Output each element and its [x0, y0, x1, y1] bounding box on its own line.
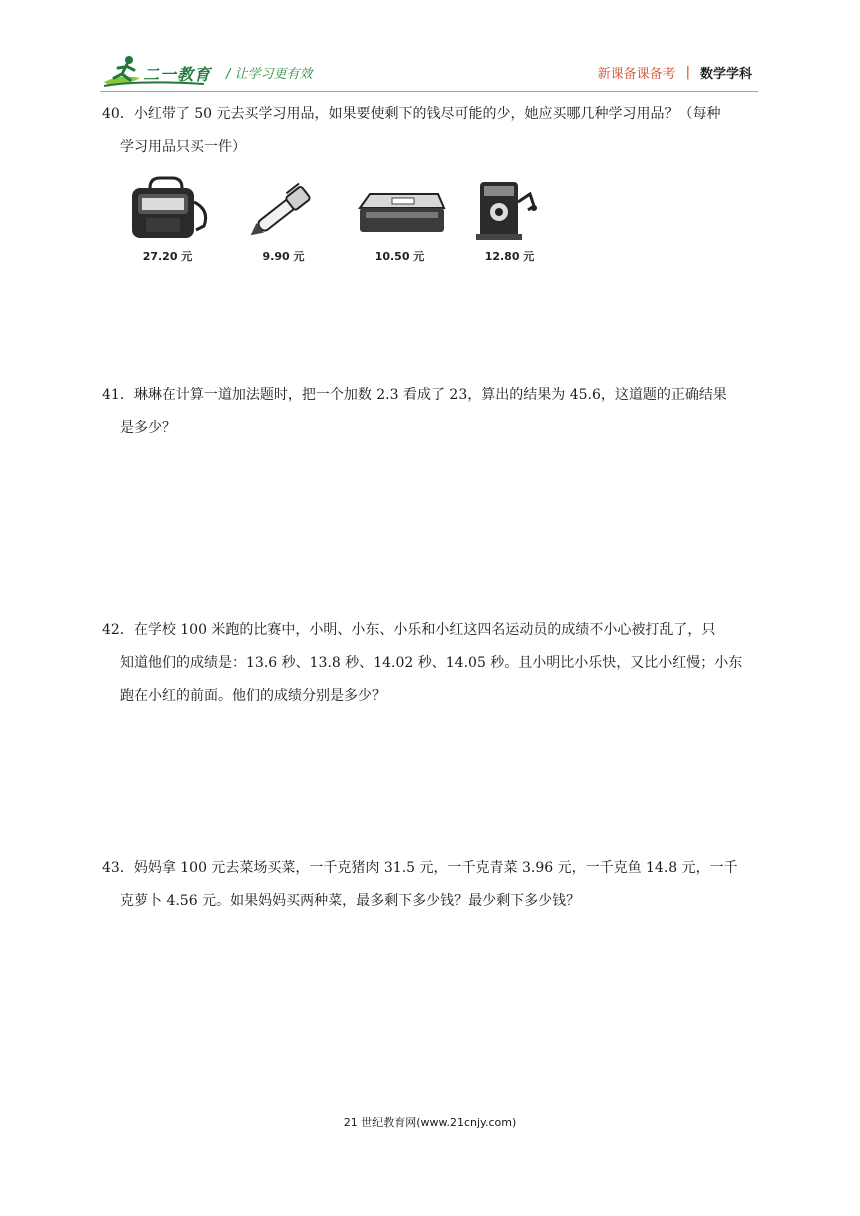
header-subject-label: 数学学科: [699, 67, 752, 82]
question-line: 知道他们的成绩是：13.6 秒、13.8 秒、14.02 秒、14.05 秒。且小明比小乐快，又比小红慢；小东: [120, 655, 743, 671]
page-header: [0, 0, 860, 100]
question-42: [102, 614, 762, 713]
pen-icon: [236, 172, 331, 244]
question-41: [102, 379, 762, 445]
question-line: 42．在学校 100 米跑的比赛中，小明、小东、小乐和小红这四名运动员的成绩不小心被打乱了，只: [102, 622, 716, 638]
question-line: 41．琳琳在计算一道加法题时，把一个加数 2.3 看成了 23，算出的结果为 45.6，这道题的正确结果: [102, 387, 727, 403]
question-40: [102, 98, 762, 164]
header-slogan: / 让学习更有效: [226, 67, 313, 82]
header-course-label: 新课备课备考: [597, 67, 676, 82]
question-line: 40．小红带了 50 元去买学习用品，如果要使剩下的钱尽可能的少，她应买哪几种学习用品？（每种: [102, 106, 721, 122]
item-price: 9.90 元: [262, 250, 305, 263]
page-footer: 21 世纪教育网(www.21cnjy.com): [343, 1116, 517, 1129]
question-line: 是多少？: [120, 420, 176, 436]
item-pencil-case: [352, 172, 447, 272]
school-supplies-row: [120, 172, 560, 272]
question-line: 学习用品只买一件）: [120, 139, 246, 155]
item-price: 27.20 元: [142, 250, 193, 263]
item-price: 12.80 元: [484, 250, 535, 263]
question-line: 克萝卜 4.56 元。如果妈妈买两种菜，最多剩下多少钱？最少剩下多少钱？: [120, 893, 581, 909]
pencil-sharpener-icon: [462, 172, 557, 244]
question-line: 跑在小红的前面。他们的成绩分别是多少？: [120, 688, 386, 704]
header-divider: [100, 91, 758, 92]
item-pen: [236, 172, 331, 272]
header-separator: |: [685, 65, 690, 80]
pencil-case-icon: [352, 172, 447, 244]
item-pencil-sharpener: [462, 172, 557, 272]
schoolbag-icon: [120, 172, 215, 244]
question-line: 43．妈妈拿 100 元去菜场买菜，一千克猪肉 31.5 元，一千克青菜 3.96 元，一千克鱼 14.8 元，一千: [102, 860, 738, 876]
logo-text: 二一教育: [143, 65, 212, 84]
item-price: 10.50 元: [374, 250, 425, 263]
question-43: [102, 852, 762, 918]
item-schoolbag: [120, 172, 215, 272]
header-right: [598, 63, 752, 82]
